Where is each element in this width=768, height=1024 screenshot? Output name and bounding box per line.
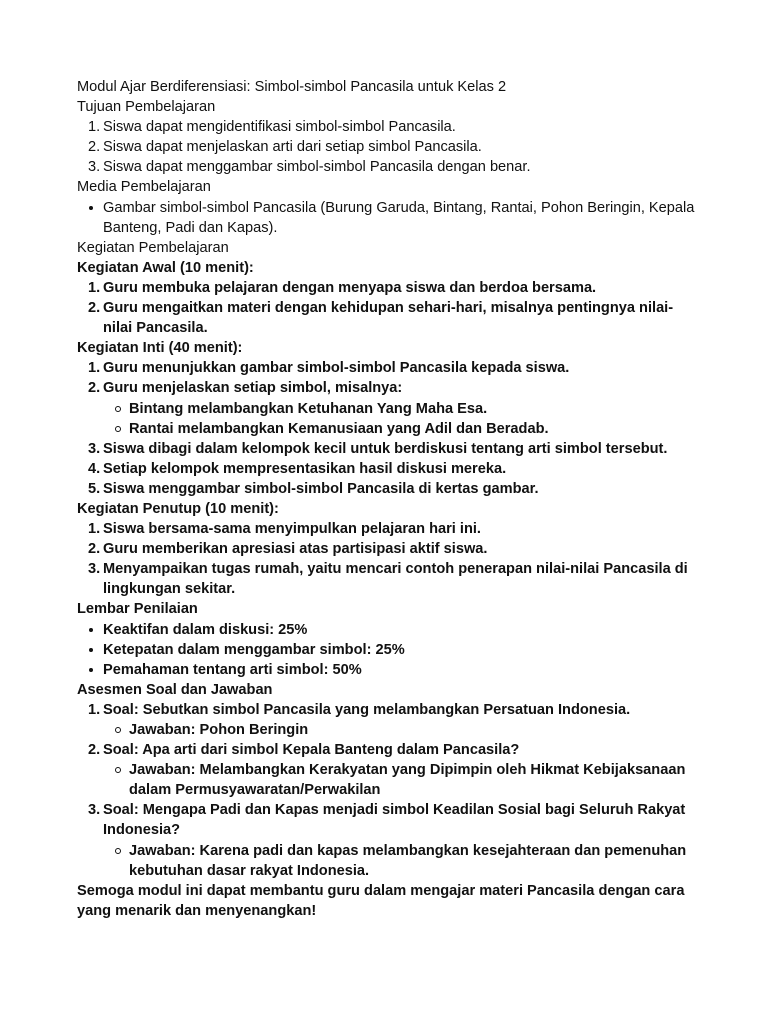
sub-list-item: Bintang melambangkan Ketuhanan Yang Maha Esa. bbox=[77, 399, 698, 419]
list-item: 2. Siswa dapat menjelaskan arti dari setiap simbol Pancasila. bbox=[88, 139, 482, 156]
circle-bullet-icon bbox=[115, 426, 121, 432]
media-heading: Media Pembelajaran bbox=[77, 179, 211, 196]
list-item: 1. Guru membuka pelajaran dengan menyapa siswa dan berdoa bersama. bbox=[88, 279, 597, 296]
kegiatan-awal-heading: Kegiatan Awal (10 menit): bbox=[77, 259, 254, 276]
kegiatan-awal-list bbox=[77, 278, 698, 338]
list-item: Keaktifan dalam diskusi: 25% bbox=[77, 620, 698, 640]
kegiatan-penutup-heading: Kegiatan Penutup (10 menit): bbox=[77, 500, 279, 517]
circle-bullet-icon bbox=[115, 406, 121, 412]
kegiatan-heading: Kegiatan Pembelajaran bbox=[77, 239, 229, 256]
question-item: 2. Soal: Apa arti dari simbol Kepala Banteng dalam Pancasila? bbox=[88, 742, 520, 759]
circle-bullet-icon bbox=[115, 727, 121, 733]
list-item: 4. Setiap kelompok mempresentasikan hasil diskusi mereka. bbox=[88, 460, 507, 477]
penilaian-heading: Lembar Penilaian bbox=[77, 601, 198, 618]
media-list bbox=[77, 198, 698, 238]
asesmen-heading: Asesmen Soal dan Jawaban bbox=[77, 681, 273, 698]
list-item: 1. Siswa dapat mengidentifikasi simbol-simbol Pancasila. bbox=[88, 119, 456, 136]
tujuan-heading: Tujuan Pembelajaran bbox=[77, 99, 216, 116]
kegiatan-inti-list bbox=[77, 358, 698, 499]
question-item: 3. Soal: Mengapa Padi dan Kapas menjadi simbol Keadilan Sosial bagi Seluruh Rakyat Indonesia? bbox=[88, 802, 686, 839]
bullet-icon bbox=[89, 648, 93, 652]
list-item: Pemahaman tentang arti simbol: 50% bbox=[77, 660, 698, 680]
bullet-icon bbox=[89, 668, 93, 672]
list-item: 1. Siswa bersama-sama menyimpulkan pelajaran hari ini. bbox=[88, 521, 481, 538]
list-item: 3. Siswa dapat menggambar simbol-simbol Pancasila dengan benar. bbox=[88, 159, 531, 176]
list-item: 2. Guru memberikan apresiasi atas partisipasi aktif siswa. bbox=[88, 541, 488, 558]
closing-text: Semoga modul ini dapat membantu guru dalam mengajar materi Pancasila dengan cara yang menarik dan menyenangkan! bbox=[77, 882, 685, 919]
sub-list-item: Rantai melambangkan Kemanusiaan yang Adil dan Beradab. bbox=[77, 419, 698, 439]
asesmen-list bbox=[77, 700, 698, 881]
kegiatan-penutup-list bbox=[77, 519, 698, 599]
list-item: 3. Menyampaikan tugas rumah, yaitu mencari contoh penerapan nilai-nilai Pancasila di lingkungan sekitar. bbox=[88, 561, 688, 598]
list-item: 2. Guru menjelaskan setiap simbol, misalnya: bbox=[88, 380, 403, 397]
list-item: 3. Siswa dibagi dalam kelompok kecil untuk berdiskusi tentang arti simbol tersebut. bbox=[88, 440, 668, 457]
list-item: Gambar simbol-simbol Pancasila (Burung Garuda, Bintang, Rantai, Pohon Beringin, Kepala Banteng, Padi dan Kapas). bbox=[77, 198, 698, 238]
circle-bullet-icon bbox=[115, 767, 121, 773]
penilaian-list bbox=[77, 620, 698, 680]
document-title: Modul Ajar Berdiferensiasi: Simbol-simbol Pancasila untuk Kelas 2 bbox=[77, 79, 507, 95]
answer-item: Jawaban: Melambangkan Kerakyatan yang Dipimpin oleh Hikmat Kebijaksanaan dalam Permusyawaratan/Perwakilan bbox=[77, 760, 698, 800]
answer-item: Jawaban: Karena padi dan kapas melambangkan kesejahteraan dan pemenuhan kebutuhan dasar rakyat Indonesia. bbox=[77, 841, 698, 881]
kegiatan-inti-heading: Kegiatan Inti (40 menit): bbox=[77, 340, 243, 357]
bullet-icon bbox=[89, 628, 93, 632]
question-item: 1. Soal: Sebutkan simbol Pancasila yang melambangkan Persatuan Indonesia. bbox=[88, 701, 631, 718]
answer-item: Jawaban: Pohon Beringin bbox=[77, 720, 698, 740]
tujuan-list bbox=[77, 117, 698, 177]
list-item: 5. Siswa menggambar simbol-simbol Pancasila di kertas gambar. bbox=[88, 480, 539, 497]
list-item: 1. Guru menunjukkan gambar simbol-simbol Pancasila kepada siswa. bbox=[88, 360, 570, 377]
list-item: Ketepatan dalam menggambar simbol: 25% bbox=[77, 640, 698, 660]
circle-bullet-icon bbox=[115, 848, 121, 854]
list-item: 2. Guru mengaitkan materi dengan kehidupan sehari-hari, misalnya pentingnya nilai-nilai Pancasila. bbox=[88, 300, 674, 337]
bullet-icon bbox=[89, 206, 93, 210]
